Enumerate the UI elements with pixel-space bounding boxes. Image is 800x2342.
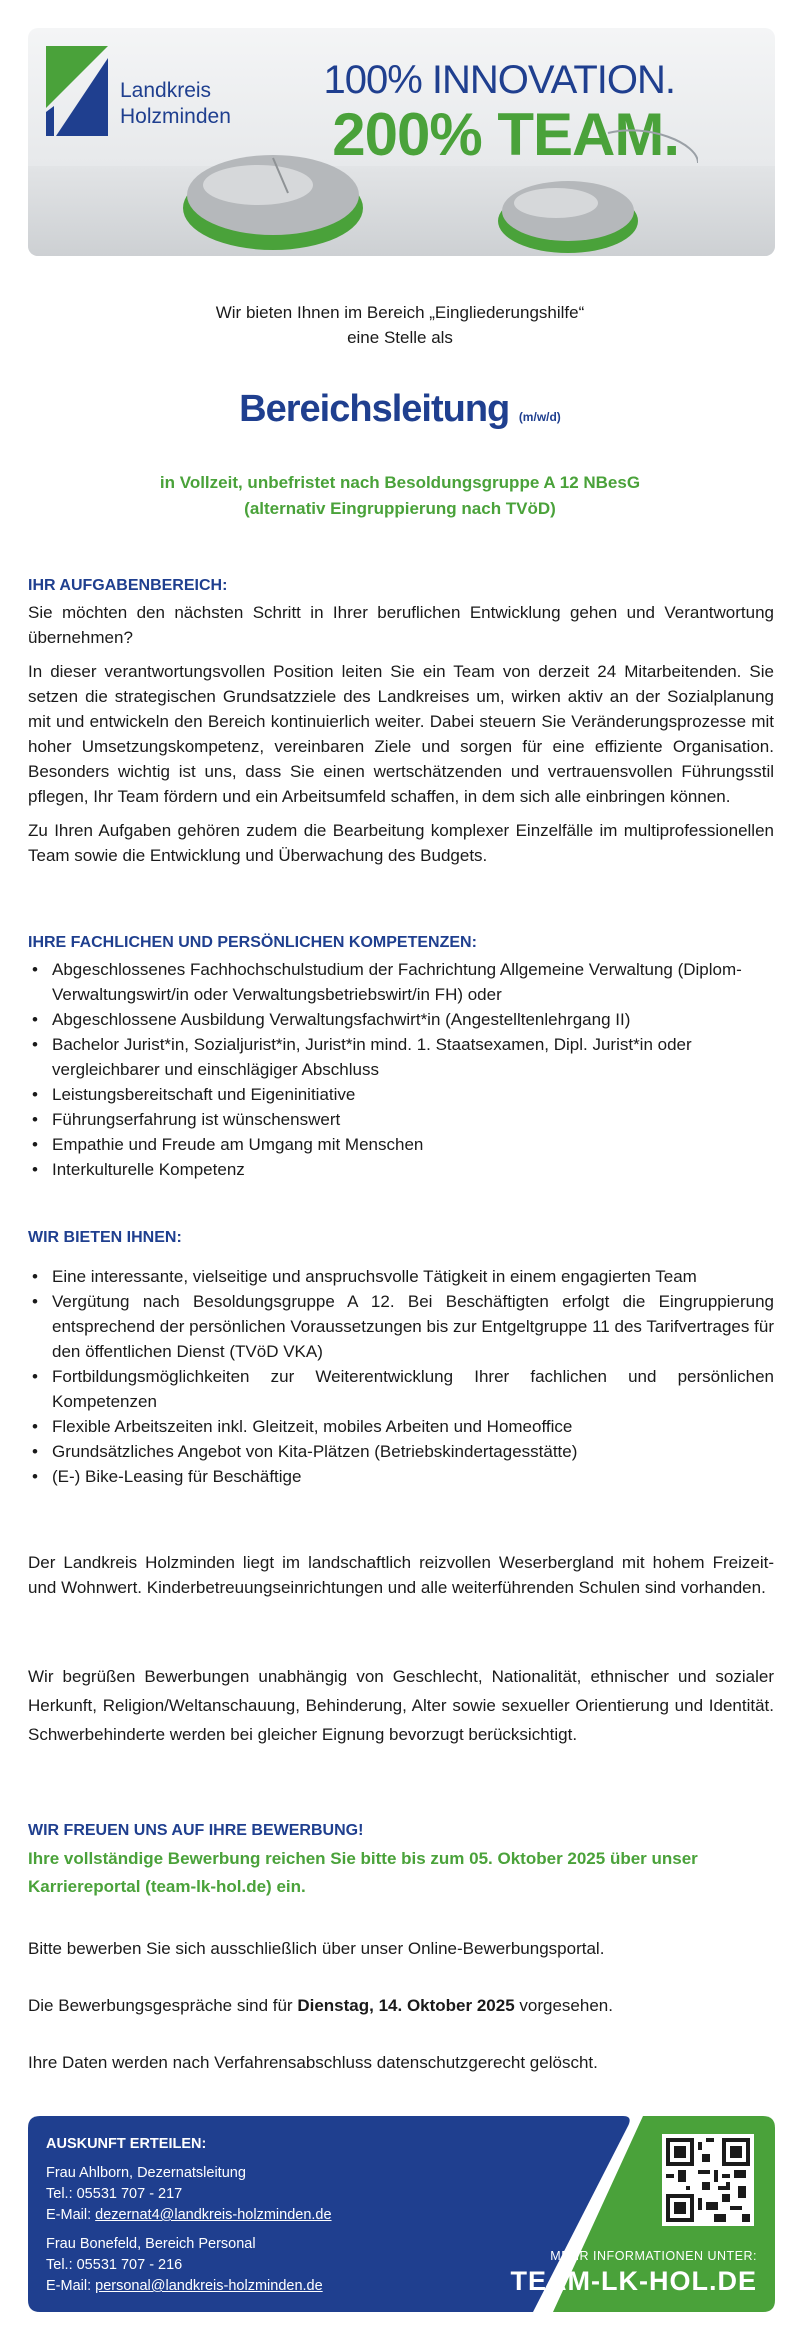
job-title-text: Bereichsleitung: [239, 388, 510, 430]
skills-section: [28, 930, 774, 1182]
list-item: • Leistungsbereitschaft und Eigeninitiative: [52, 1082, 774, 1107]
portal-note-text: Bitte bewerben Sie sich ausschließlich über unser Online-Bewerbungsportal.: [28, 1939, 605, 1958]
tasks-paragraph: Zu Ihren Aufgaben gehören zudem die Bearbeitung komplexer Einzelfälle im multiprofessionellen Team sowie die Entwicklung und Überwachung des Budgets.: [28, 821, 774, 865]
tasks-paragraph: Sie möchten den nächsten Schritt in Ihrer beruflichen Entwicklung gehen und Verantwortung übernehmen?: [28, 603, 774, 647]
tasks-paragraph: In dieser verantwortungsvollen Position leiten Sie ein Team von derzeit 24 Mitarbeitenden. Sie setzen die strategischen Grundsatzziele des Landkreises um, wirken aktiv an der Sozialplanung mit und entwickeln den Bereich kontinuierlich weiter. Dabei steuern Sie Veränderungsprozesse mit hoher Umsetzungskompetenz, vereinbaren Ziele und sorgen für eine effiziente Organisation. Besonders wichtig ist uns, dass Sie einen wertschätzenden und vertrauensvollen Führungsstil pflegen, Ihr Team fördern und ein Arbeitsumfeld schaffen, in dem sich alle einbringen können.: [28, 662, 774, 806]
job-title: [0, 388, 800, 431]
contact-tel: Tel.: 05531 707 - 217: [46, 2186, 183, 2202]
headline-innovation: 100% INNOVATION.: [323, 58, 675, 102]
contact-name: Frau Bonefeld, Bereich Personal: [46, 2236, 256, 2252]
apply-section: [28, 1818, 774, 1901]
interview-note: [28, 1993, 774, 2018]
list-item: • Vergütung nach Besoldungsgruppe A 12. Bei Beschäftigten erfolgt die Eingruppierung entsprechend der persönlichen Voraussetzungen bis zur Entgeltgruppe 11 des Tarifvertrages für den öffentlichen Dienst (TVöD VKA): [52, 1289, 774, 1364]
intro-line2: eine Stelle als: [347, 328, 453, 347]
portal-note: [28, 1936, 774, 1961]
list-item: • Abgeschlossene Ausbildung Verwaltungsfachwirt*in (Angestelltenlehrgang II): [52, 1007, 774, 1032]
more-info-label: MEHR INFORMATIONEN UNTER:: [550, 2249, 757, 2263]
list-item: • Abgeschlossenes Fachhochschulstudium der Fachrichtung Allgemeine Verwaltung (Diplom-Verwaltungswirt/in oder Verwaltungsbetriebswirt/in FH) oder: [52, 957, 774, 1007]
list-item: • Fortbildungsmöglichkeiten zur Weiterentwicklung Ihrer fachlichen und persönlichen Kompetenzen: [52, 1364, 774, 1414]
list-item: • Eine interessante, vielseitige und anspruchsvolle Tätigkeit in einem engagierten Team: [52, 1264, 774, 1289]
logo-line2: Holzminden: [120, 105, 231, 128]
computer-mice-image: [178, 123, 698, 253]
apply-heading: WIR FREUEN UNS AUF IHRE BEWERBUNG!: [28, 1822, 364, 1839]
privacy-note: [28, 2050, 774, 2075]
contact-tel: Tel.: 05531 707 - 216: [46, 2257, 183, 2273]
email-label: E-Mail:: [46, 2278, 92, 2294]
job-subtitle-line1: in Vollzeit, unbefristet nach Besoldungsgruppe A 12 NBesG: [159, 473, 641, 492]
interview-post: vorgesehen.: [519, 1996, 613, 2015]
skills-heading: IHRE FACHLICHEN UND PERSÖNLICHEN KOMPETENZEN:: [28, 934, 477, 951]
list-item: • Bachelor Jurist*in, Sozialjurist*in, Jurist*in mind. 1. Staatsexamen, Dipl. Jurist*in oder vergleichbarer und einschlägiger Abschluss: [52, 1032, 774, 1082]
contact-heading: AUSKUNFT ERTEILEN:: [46, 2136, 207, 2152]
contact-block: [46, 2134, 332, 2305]
qr-code-icon[interactable]: [662, 2134, 754, 2226]
region-paragraph: [28, 1550, 774, 1609]
email-link-personal[interactable]: personal@landkreis-holzminden.de: [95, 2278, 323, 2294]
apply-text: Ihre vollständige Bewerbung reichen Sie bitte bis zum 05. Oktober 2025 über unser Karriereportal (team-lk-hol.de) ein.: [28, 1849, 698, 1896]
interview-date: Dienstag, 14. Oktober 2025: [297, 1996, 515, 2015]
intro-line1: Wir bieten Ihnen im Bereich „Eingliederungshilfe“: [215, 303, 585, 322]
logo-line1: Landkreis: [120, 79, 212, 102]
skills-list: [28, 957, 774, 1182]
job-gender: (m/w/d): [518, 410, 561, 424]
list-item: • Führungserfahrung ist wünschenswert: [52, 1107, 774, 1132]
job-subtitle: [0, 470, 800, 522]
job-subtitle-line2: (alternativ Eingruppierung nach TVöD): [244, 499, 556, 518]
contact-email-row: [46, 2276, 332, 2297]
website-link[interactable]: TEAM-LK-HOL.DE: [510, 2266, 757, 2296]
list-item: • Interkulturelle Kompetenz: [52, 1157, 774, 1182]
intro-text: [0, 300, 800, 350]
email-link-dezernat4[interactable]: dezernat4@landkreis-holzminden.de: [95, 2207, 332, 2223]
contact-name: Frau Ahlborn, Dezernatsleitung: [46, 2165, 246, 2181]
tasks-section: [28, 573, 774, 877]
privacy-text: Ihre Daten werden nach Verfahrensabschluss datenschutzgerecht gelöscht.: [28, 2053, 598, 2072]
email-label: E-Mail:: [46, 2207, 92, 2223]
list-item: • Grundsätzliches Angebot von Kita-Plätzen (Betriebskindertagesstätte): [52, 1439, 774, 1464]
qr-code-graphic: [666, 2138, 750, 2222]
list-item: • Empathie und Freude am Umgang mit Menschen: [52, 1132, 774, 1157]
offer-section: [28, 1225, 774, 1489]
contact-footer: [28, 2116, 775, 2312]
region-text: Der Landkreis Holzminden liegt im landschaftlich reizvollen Weserbergland mit hohem Freizeit- und Wohnwert. Kinderbetreuungseinrichtungen und alle weiterführenden Schulen sind vorhanden.: [28, 1553, 774, 1597]
offer-list: [28, 1264, 774, 1489]
tasks-heading: IHR AUFGABENBEREICH:: [28, 577, 228, 594]
contact-bonefeld: [46, 2234, 332, 2297]
diversity-paragraph: [28, 1662, 774, 1758]
diversity-text: Wir begrüßen Bewerbungen unabhängig von Geschlecht, Nationalität, ethnischer und sozialer Herkunft, Religion/Weltanschauung, Behinderung, Alter sowie sexueller Orientierung und Identität. Schwerbehinderte werden bei gleicher Eignung bevorzugt berücksichtigt.: [28, 1667, 774, 1744]
contact-ahlborn: [46, 2163, 332, 2226]
header-banner: [28, 28, 775, 256]
list-item: • Flexible Arbeitszeiten inkl. Gleitzeit, mobiles Arbeiten und Homeoffice: [52, 1414, 774, 1439]
landkreis-logo-icon: [46, 46, 108, 136]
interview-pre: Die Bewerbungsgespräche sind für: [28, 1996, 293, 2015]
offer-heading: WIR BIETEN IHNEN:: [28, 1229, 182, 1246]
contact-email-row: [46, 2205, 332, 2226]
list-item: • (E-) Bike-Leasing für Beschäftige: [52, 1464, 774, 1489]
headline-team: 200% TEAM.: [332, 101, 679, 168]
